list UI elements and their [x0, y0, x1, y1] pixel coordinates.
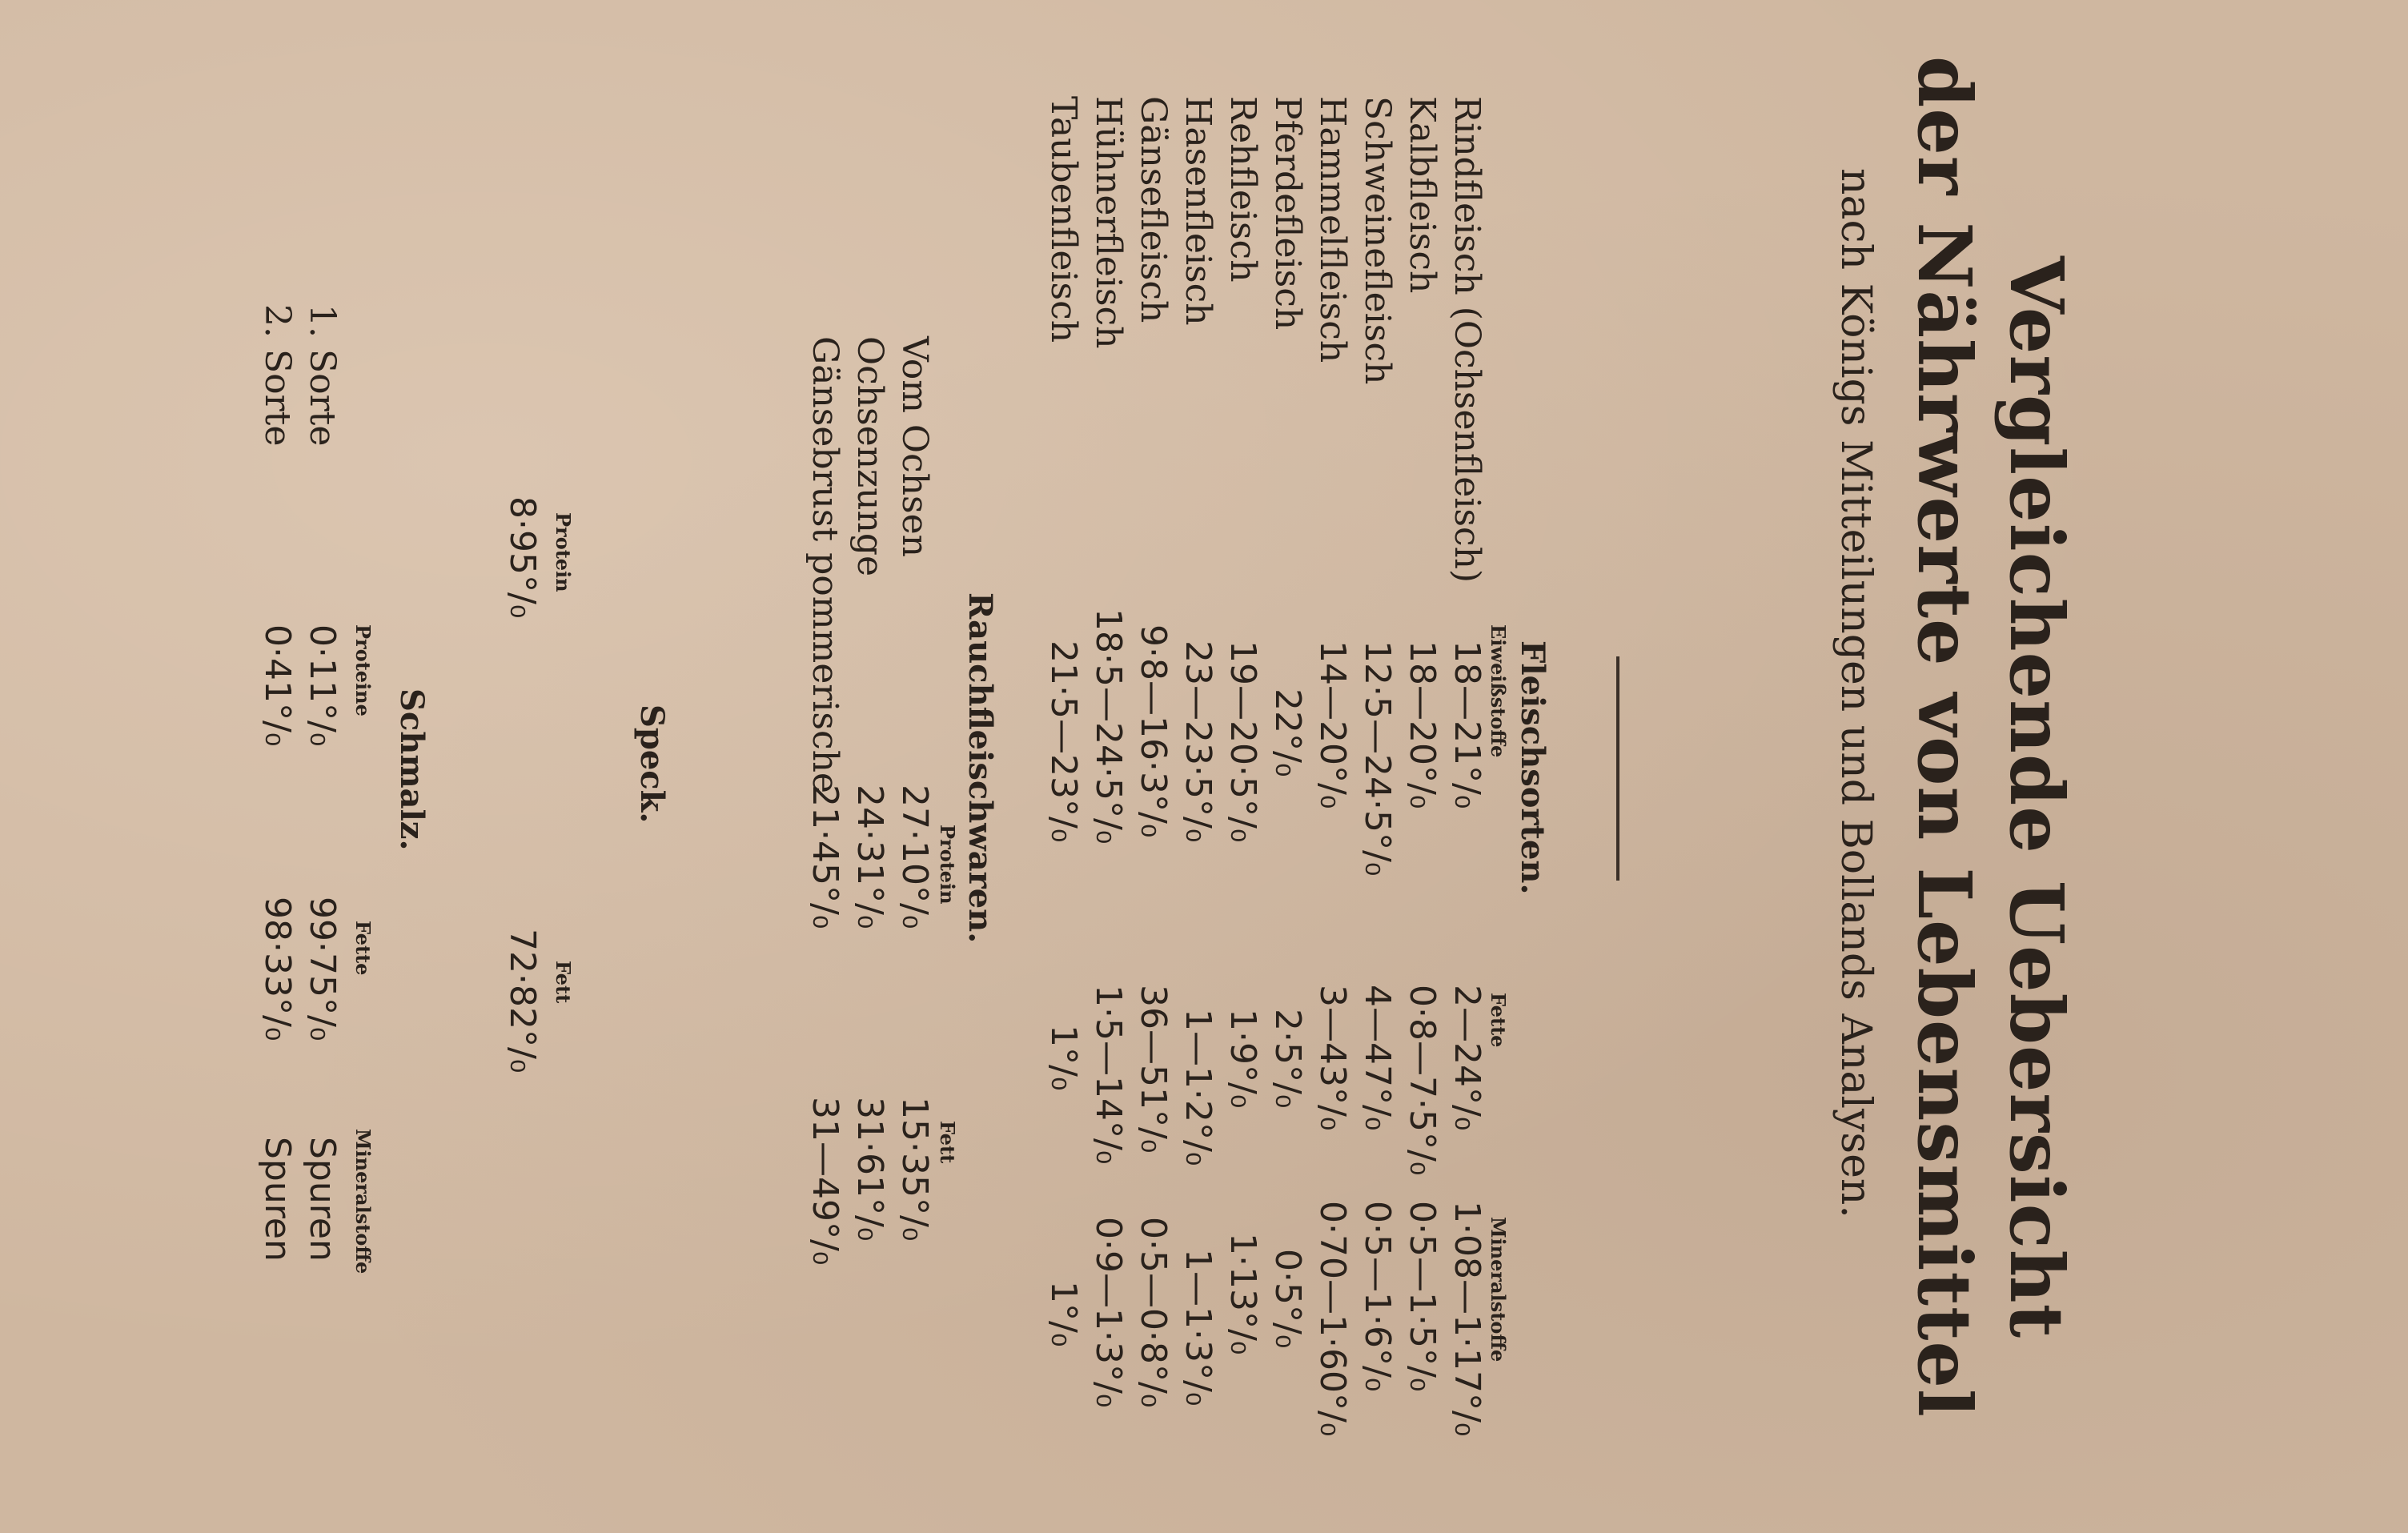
meat-name: Hasenfleisch: [1178, 96, 1218, 326]
col-schmalz-fett: Fette: [351, 921, 375, 976]
divider-rule: [1616, 656, 1619, 881]
fette-value: 1°/₀: [1043, 1025, 1084, 1091]
smoked-name: Vom Ochsen: [894, 336, 935, 557]
col-speck-fett: Fett: [552, 961, 575, 1004]
smoked-name: Gänsebrust pommerische: [805, 336, 845, 793]
meat-name: Rindfleisch (Ochsenfleisch): [1447, 96, 1487, 584]
speck-fett-value: 72·82°/₀: [502, 929, 543, 1074]
table-row: [1088, 96, 1129, 348]
protein-value: 0·41°/₀: [257, 624, 298, 747]
col-fett: Fett: [936, 1121, 959, 1164]
mineral-value: 0·5—1·5°/₀: [1402, 1201, 1443, 1392]
mineral-value: 0·70—1·60°/₀: [1312, 1201, 1353, 1437]
meat-name: Pferdefleisch: [1267, 96, 1308, 331]
eiweiss-value: 19—20·5°/₀: [1222, 640, 1263, 843]
meat-name: Hühnerfleisch: [1088, 96, 1129, 349]
fette-value: 1·5—14°/₀: [1088, 985, 1129, 1165]
mineral-value: 0·9—1·3°/₀: [1088, 1217, 1129, 1408]
col-eiweiss: Eiweißstoffe: [1487, 624, 1510, 758]
title-line-1: Vergleichende Uebersicht: [1993, 256, 2080, 1339]
mineral-value: 1·08—1·17°/₀: [1447, 1201, 1487, 1437]
eiweiss-value: 14—20°/₀: [1312, 640, 1353, 809]
mineral-value: 1·13°/₀: [1222, 1233, 1263, 1355]
protein-value: 21·45°/₀: [805, 785, 845, 929]
eiweiss-value: 12·5—24·5°/₀: [1357, 640, 1398, 877]
col-schmalz-mineral: Mineralstoffe: [351, 1129, 375, 1274]
fette-value: 4—47°/₀: [1357, 985, 1398, 1131]
fette-value: 3—43°/₀: [1312, 985, 1353, 1131]
mineral-value: 0·5°/₀: [1267, 1249, 1308, 1349]
fette-value: 1·9°/₀: [1222, 1009, 1263, 1109]
eiweiss-value: 9·8—16·3°/₀: [1133, 624, 1174, 838]
speck-heading: Speck.: [633, 704, 671, 824]
fett-value: 99·75°/₀: [302, 897, 343, 1041]
mineral-value: 0·5—0·8°/₀: [1133, 1217, 1174, 1408]
eiweiss-value: 18—21°/₀: [1447, 640, 1487, 809]
fett-value: 98·33°/₀: [257, 897, 298, 1041]
eiweiss-value: 23—23·5°/₀: [1178, 640, 1218, 843]
meat-name: Kalbfleisch: [1402, 96, 1443, 294]
fette-value: 0·8—7·5°/₀: [1402, 985, 1443, 1176]
col-mineral: Mineralstoffe: [1487, 1217, 1510, 1362]
eiweiss-value: 21·5—23°/₀: [1043, 640, 1084, 843]
fette-value: 2—24°/₀: [1447, 985, 1487, 1131]
mineral-value: 1°/₀: [1043, 1281, 1084, 1347]
mineral-value: Spuren: [257, 1137, 298, 1262]
table-row: [1447, 96, 1487, 583]
eiweiss-value: 22°/₀: [1267, 688, 1308, 777]
table-row: [894, 336, 935, 557]
col-fette: Fette: [1487, 993, 1510, 1048]
lard-name: 1. Sorte: [302, 304, 343, 447]
fett-value: 31—49°/₀: [805, 1097, 845, 1266]
mineral-value: Spuren: [302, 1137, 343, 1262]
meat-name: Taubenfleisch: [1043, 96, 1084, 343]
mineral-value: 0·5—1·6°/₀: [1357, 1201, 1398, 1392]
table-row: [302, 304, 343, 446]
meat-name: Gänsefleisch: [1133, 96, 1174, 323]
lard-name: 2. Sorte: [257, 304, 298, 447]
table-row: [1267, 96, 1308, 330]
title-line-2: der Nährwerte von Lebensmittel: [1901, 56, 1988, 1418]
table-row: [1178, 96, 1218, 326]
fleischsorten-heading: Fleischsorten.: [1514, 640, 1551, 895]
eiweiss-value: 18—20°/₀: [1402, 640, 1443, 809]
fette-value: 1—1·2°/₀: [1178, 1009, 1218, 1166]
protein-value: 0·11°/₀: [302, 624, 343, 747]
eiweiss-value: 18·5—24·5°/₀: [1088, 608, 1129, 845]
subtitle: nach Königs Mitteilungen und Bollands Analysen.: [1832, 168, 1880, 1218]
meat-name: Schweinefleisch: [1357, 96, 1398, 385]
fett-value: 31·61°/₀: [849, 1097, 890, 1242]
table-row: [1312, 96, 1353, 363]
table-row: [1222, 96, 1263, 283]
speck-protein-value: 8·95°/₀: [502, 496, 543, 619]
meat-name: Hammelfleisch: [1312, 96, 1353, 363]
col-protein: Protein: [936, 825, 959, 905]
mineral-value: 1—1·3°/₀: [1178, 1249, 1218, 1407]
table-row: [849, 336, 890, 576]
fette-value: 36—51°/₀: [1133, 985, 1174, 1154]
rauchfleisch-heading: Rauchfleischwaren.: [961, 592, 999, 944]
smoked-name: Ochsenzunge: [849, 336, 890, 577]
table-row: [1043, 96, 1084, 343]
table-row: [1357, 96, 1398, 384]
table-row: [805, 336, 845, 793]
table-row: [1133, 96, 1174, 323]
schmalz-heading: Schmalz.: [393, 688, 431, 851]
col-schmalz-protein: Proteine: [351, 624, 375, 716]
table-row: [1402, 96, 1443, 293]
meat-name: Rehfleisch: [1222, 96, 1263, 283]
fette-value: 2·5°/₀: [1267, 1009, 1308, 1109]
fett-value: 15·35°/₀: [894, 1097, 935, 1242]
table-row: [257, 304, 298, 446]
col-speck-protein: Protein: [552, 512, 575, 592]
protein-value: 24·31°/₀: [849, 785, 890, 929]
protein-value: 27·10°/₀: [894, 785, 935, 929]
